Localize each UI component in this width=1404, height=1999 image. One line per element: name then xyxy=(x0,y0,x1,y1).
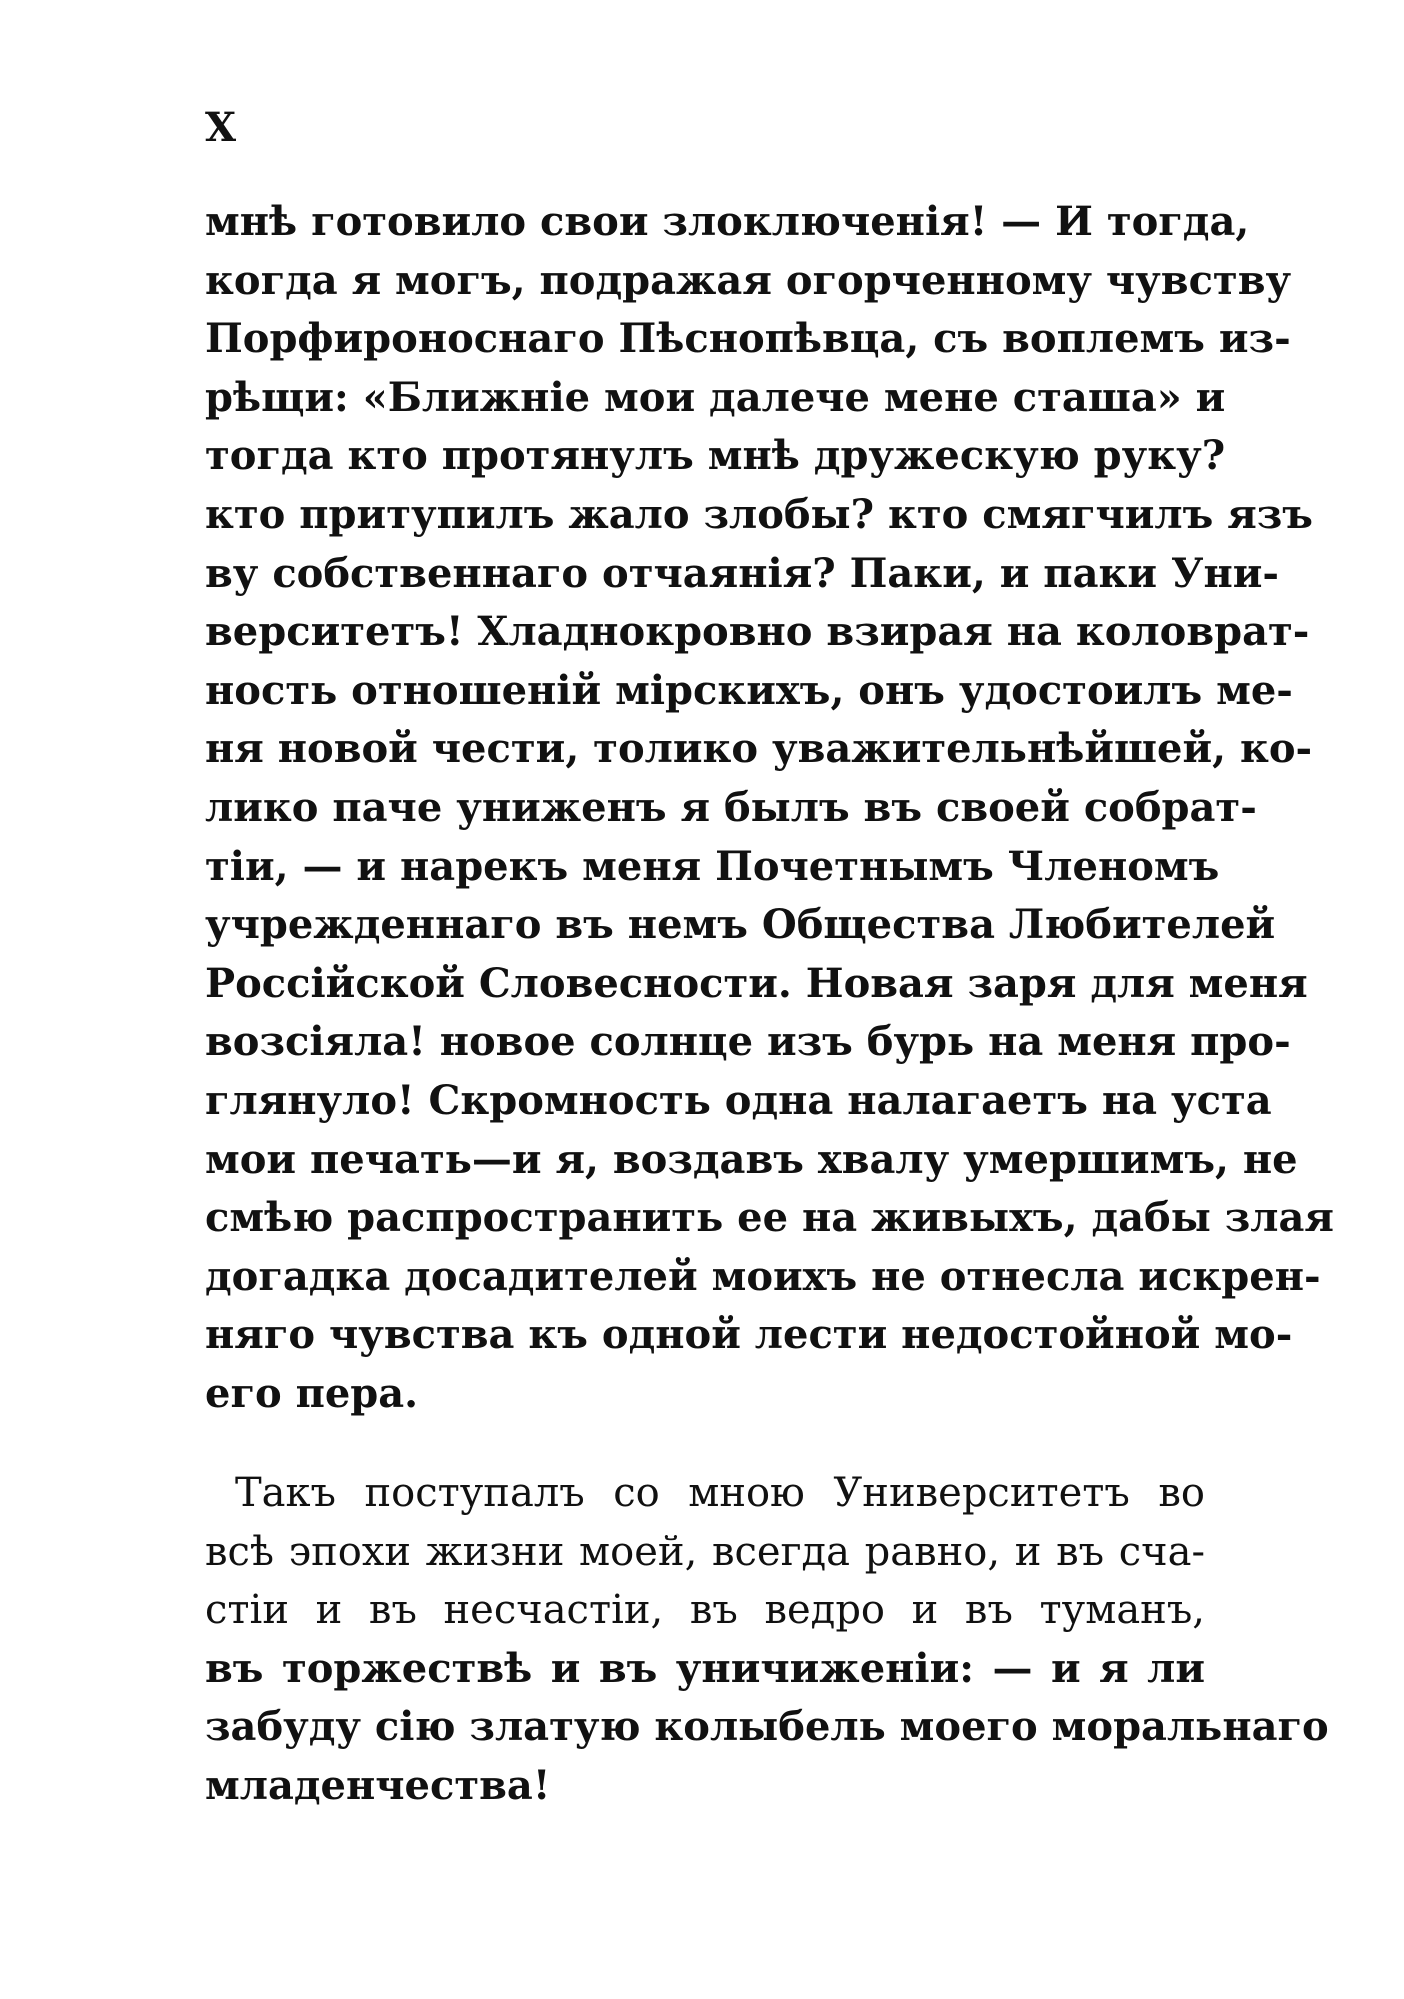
text-line: мнѣ готовило свои злоключенія! — И тогда, xyxy=(205,198,1250,245)
text-line: тогда кто протянулъ мнѣ дружескую руку? xyxy=(205,432,1226,480)
paragraph-2 xyxy=(205,1464,1329,1816)
text-line: рѣщи: «Ближніе мои далече мене сташа» и xyxy=(205,373,1226,421)
text-line: ня новой чести, толико уважительнѣйшей, ко- xyxy=(205,725,1313,773)
text-line: учрежденнаго въ немъ Общества Любителей xyxy=(205,901,1276,949)
paragraph-1 xyxy=(205,193,1334,1423)
text-line: смѣю распространить ее на живыхъ, дабы злая xyxy=(205,1194,1334,1242)
text-line: тіи, — и нарекъ меня Почетнымъ Членомъ xyxy=(205,842,1220,890)
text-line: Такъ поступалъ со мною Университетъ во xyxy=(235,1470,1205,1516)
text-line: всѣ эпохи жизни моей, всегда равно, и въ сча- xyxy=(205,1528,1205,1575)
page-number: X xyxy=(205,104,238,151)
text-line: Порфироноснаго Пѣснопѣвца, съ воплемъ из- xyxy=(205,315,1291,363)
text-line: мои печать—и я, воздавъ хвалу умершимъ, не xyxy=(205,1135,1298,1183)
text-line: забуду сію златую колыбель моего моральнаго xyxy=(205,1703,1329,1751)
text-line: кто притупилъ жало злобы? кто смягчилъ язъ xyxy=(205,490,1313,538)
text-line: возсіяла! новое солнце изъ бурь на меня про- xyxy=(205,1018,1291,1066)
text-line: няго чувства къ одной лести недостойной мо- xyxy=(205,1311,1293,1359)
text-line: его пера. xyxy=(205,1369,419,1417)
text-line: стіи и въ несчастіи, въ ведро и въ туманъ, xyxy=(205,1587,1205,1634)
text-line: ность отношеній мірскихъ, онъ удостоилъ ме- xyxy=(205,666,1293,714)
text-line: верситетъ! Хладнокровно взирая на коловрат- xyxy=(205,608,1310,656)
text-line: ву собственнаго отчаянія? Паки, и паки Уни- xyxy=(205,549,1279,597)
text-line: догадка досадителей моихъ не отнесла искрен- xyxy=(205,1252,1321,1300)
text-line: Россійской Словесности. Новая заря для меня xyxy=(205,959,1308,1007)
text-line: младенчества! xyxy=(205,1761,551,1809)
text-line: лико паче униженъ я былъ въ своей собрат- xyxy=(205,783,1257,831)
text-line: когда я могъ, подражая огорченному чувству xyxy=(205,256,1292,304)
text-line: въ торжествѣ и въ уничиженіи: — и я ли xyxy=(205,1644,1205,1692)
text-line: глянуло! Скромность одна налагаетъ на уста xyxy=(205,1076,1272,1124)
